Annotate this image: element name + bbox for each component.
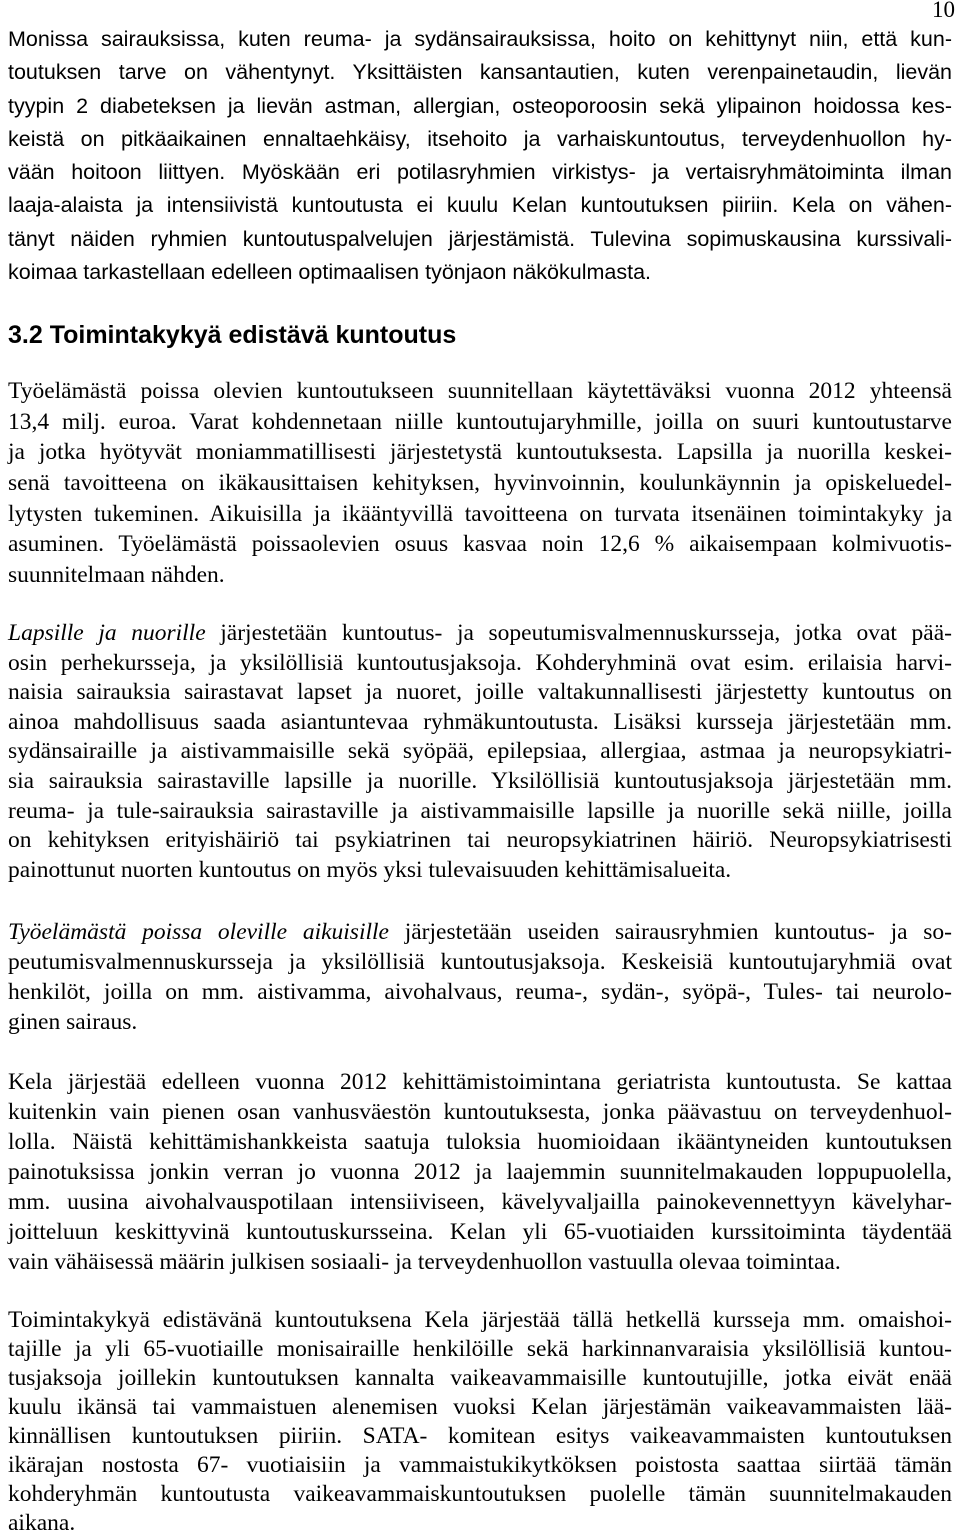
- text-line: ainoa mahdollisuus saada asiantuntevaa ryhmäkuntoutusta. Lisäksi kursseja järjestetään mm.: [8, 708, 952, 735]
- italic-lead: Lapsille ja nuorille: [8, 620, 206, 646]
- text-segment: järjestetään useiden sairausryhmien kuntoutus- ja so-: [404, 919, 952, 945]
- text-line: peutumisvalmennuskursseja ja yksilöllisiä kuntoutusjaksoja. Keskeisiä kuntoutujaryhmiä ovat: [8, 949, 952, 975]
- text-line: painottunut nuorten kuntoutus on myös yksi tulevaisuuden kehittämisalueita.: [8, 856, 732, 883]
- paragraph: [8, 23, 952, 289]
- text-line: on kehityksen erityishäiriö tai psykiatrinen tai neuropsykiatrinen häiriö. Neuropsykiatrisesti: [8, 827, 952, 854]
- text-line: ginen sairaus.: [8, 1009, 138, 1035]
- section-heading: 3.2 Toimintakykyä edistävä kuntoutus: [8, 321, 457, 349]
- text-line: painotuksissa jonkin verran jo vuonna 2012 ja laajemmin suunnitelmakauden loppupuolella,: [8, 1159, 952, 1185]
- text-line: ja jotka hyötyvät moniammatillisesti järjestetystä kuntoutuksesta. Lapsilla ja nuorilla keskei-: [8, 439, 952, 466]
- text-line: kuulu ikänsä tai vammaistuen alenemisen vuoksi Kelan järjestämän vaikeavammaisten lää-: [8, 1394, 952, 1420]
- text-line: asuminen. Työelämästä poissaolevien osuus kasvaa noin 12,6 % aikaisempaan kolmivuotis-: [8, 531, 952, 558]
- text-line: keistä on pitkäaikainen ennaltaehkäisy, itsehoito ja varhaiskuntoutus, terveydenhuollon hy-: [8, 126, 952, 151]
- text-line: senä tavoitteena on ikäkausittaisen kehityksen, hyvinvoinnin, koulunkäynnin ja opiskeluedel-: [8, 470, 952, 497]
- text-line: kohderyhmän kuntoutusta vaikeavammaiskuntoutuksen puolelle tämän suunnitelmakauden: [8, 1481, 952, 1507]
- text-line: tyypin 2 diabeteksen ja lievän astman, allergian, osteoporoosin sekä ylipainon hoidossa kes-: [8, 93, 952, 118]
- paragraph: [8, 376, 952, 591]
- text-line: tusjaksoja joillekin kuntoutuksen kannalta vaikeavammaisille kuntoutujille, jotka eivät enää: [8, 1365, 952, 1391]
- text-line: vain vähäisessä määrin julkisen sosiaali- ja terveydenhuollon vastuulla olevaa toimintaa.: [8, 1249, 841, 1275]
- text-line: laaja-alaista ja intensiivistä kuntoutusta ei kuulu Kelan kuntoutuksen piiriin. Kela on vähen-: [8, 193, 952, 218]
- text-line: henkilöt, joilla on mm. aistivamma, aivohalvaus, reuma-, sydän-, syöpä-, Tules- tai neurolo-: [8, 979, 952, 1005]
- text-segment: järjestetään kuntoutus- ja sopeutumisvalmennuskursseja, jotka ovat pää-: [220, 620, 952, 646]
- paragraph: [8, 1306, 952, 1538]
- text-line: joitteluun keskittyvinä kuntoutuskursseina. Kelan yli 65-vuotiaiden kurssitoiminta täydentää: [8, 1219, 952, 1245]
- italic-lead: Työelämästä poissa oleville aikuisille: [8, 919, 389, 945]
- text-line: naisia sairauksia sairastavat lapset ja nuoret, joille valtakunnallisesti järjestetty kuntoutus on: [8, 679, 952, 706]
- text-line: suunnitelmaan nähden.: [8, 562, 225, 589]
- text-line: aikana.: [8, 1510, 76, 1536]
- text-line: Monissa sairauksissa, kuten reuma- ja sydänsairauksissa, hoito on kehittynyt niin, että kun-: [8, 27, 952, 51]
- text-line: [8, 619, 952, 649]
- text-line: vään hoitoon liittyen. Myöskään eri potilasryhmien virkistys- ja vertaisryhmätoiminta ilman: [8, 160, 952, 185]
- text-line: toutuksen tarve on vähentynyt. Yksittäisten kansantautien, kuten verenpainetaudin, lievän: [8, 60, 952, 85]
- paragraph: [8, 619, 952, 885]
- text-line: reuma- ja tule-sairauksia sairastaville ja aistivammaisille lapsille ja nuorille sekä niille, joilla: [8, 797, 952, 824]
- text-line: [8, 917, 952, 947]
- text-line: kinnällisen kuntoutuksen piiriin. SATA- komitean esitys vaikeavammaisten kuntoutuksen: [8, 1423, 952, 1449]
- text-line: tajille ja yli 65-vuotiaille monisairaille henkilöille sekä harkinnanvaraisia yksilöllisiä kuntou-: [8, 1336, 952, 1362]
- text-line: tänyt näiden ryhmien kuntoutuspalvelujen järjestämistä. Tulevina sopimuskausina kurssivali-: [8, 226, 952, 251]
- page-number: 10: [932, 0, 955, 22]
- text-line: 13,4 milj. euroa. Varat kohdennetaan niille kuntoutujaryhmille, joilla on suuri kuntoutustarve: [8, 408, 952, 435]
- paragraph: [8, 1067, 952, 1277]
- text-line: kuitenkin vain pienen osan vanhusväestön kuntoutuksesta, jonka päävastuu on terveydenhuol-: [8, 1099, 952, 1125]
- text-line: Kela järjestää edelleen vuonna 2012 kehittämistoimintana geriatrista kuntoutusta. Se kattaa: [8, 1069, 952, 1095]
- text-line: Työelämästä poissa olevien kuntoutukseen suunnitellaan käytettäväksi vuonna 2012 yhteensä: [8, 378, 952, 404]
- text-line: lolla. Näistä kehittämishankkeista saatuja tuloksia huomioidaan ikääntyneiden kuntoutuksen: [8, 1129, 952, 1155]
- paragraph: [8, 917, 952, 1037]
- text-line: koimaa tarkastellaan edelleen optimaalisen työnjaon näkökulmasta.: [8, 260, 651, 285]
- text-line: Toimintakykyä edistävänä kuntoutuksena Kela järjestää tällä hetkellä kursseja mm. omaishoi-: [8, 1307, 952, 1333]
- text-line: lytysten tukeminen. Aikuisilla ja ikääntyvillä tavoitteena on turvata itsenäinen toimintakyky ja: [8, 500, 952, 527]
- text-line: sia sairauksia sairastaville lapsille ja nuorille. Yksilöllisiä kuntoutusjaksoja järjestetään mm.: [8, 767, 952, 794]
- text-line: osin perhekursseja, ja yksilöllisiä kuntoutusjaksoja. Kohderyhminä ovat esim. erilaisia harvi-: [8, 649, 952, 676]
- text-line: ikärajan nostosta 67- vuotiaisiin ja vammaistukikytköksen poistosta saattaa siirtää tämän: [8, 1452, 952, 1478]
- text-line: sydänsairaille ja aistivammaisille sekä syöpää, epilepsiaa, allergiaa, astmaa ja neuropsykiatri-: [8, 738, 952, 765]
- text-line: mm. uusina aivohalvauspotilaan intensiiviseen, kävelyvaljailla painokevennettyyn kävelyhar-: [8, 1189, 952, 1215]
